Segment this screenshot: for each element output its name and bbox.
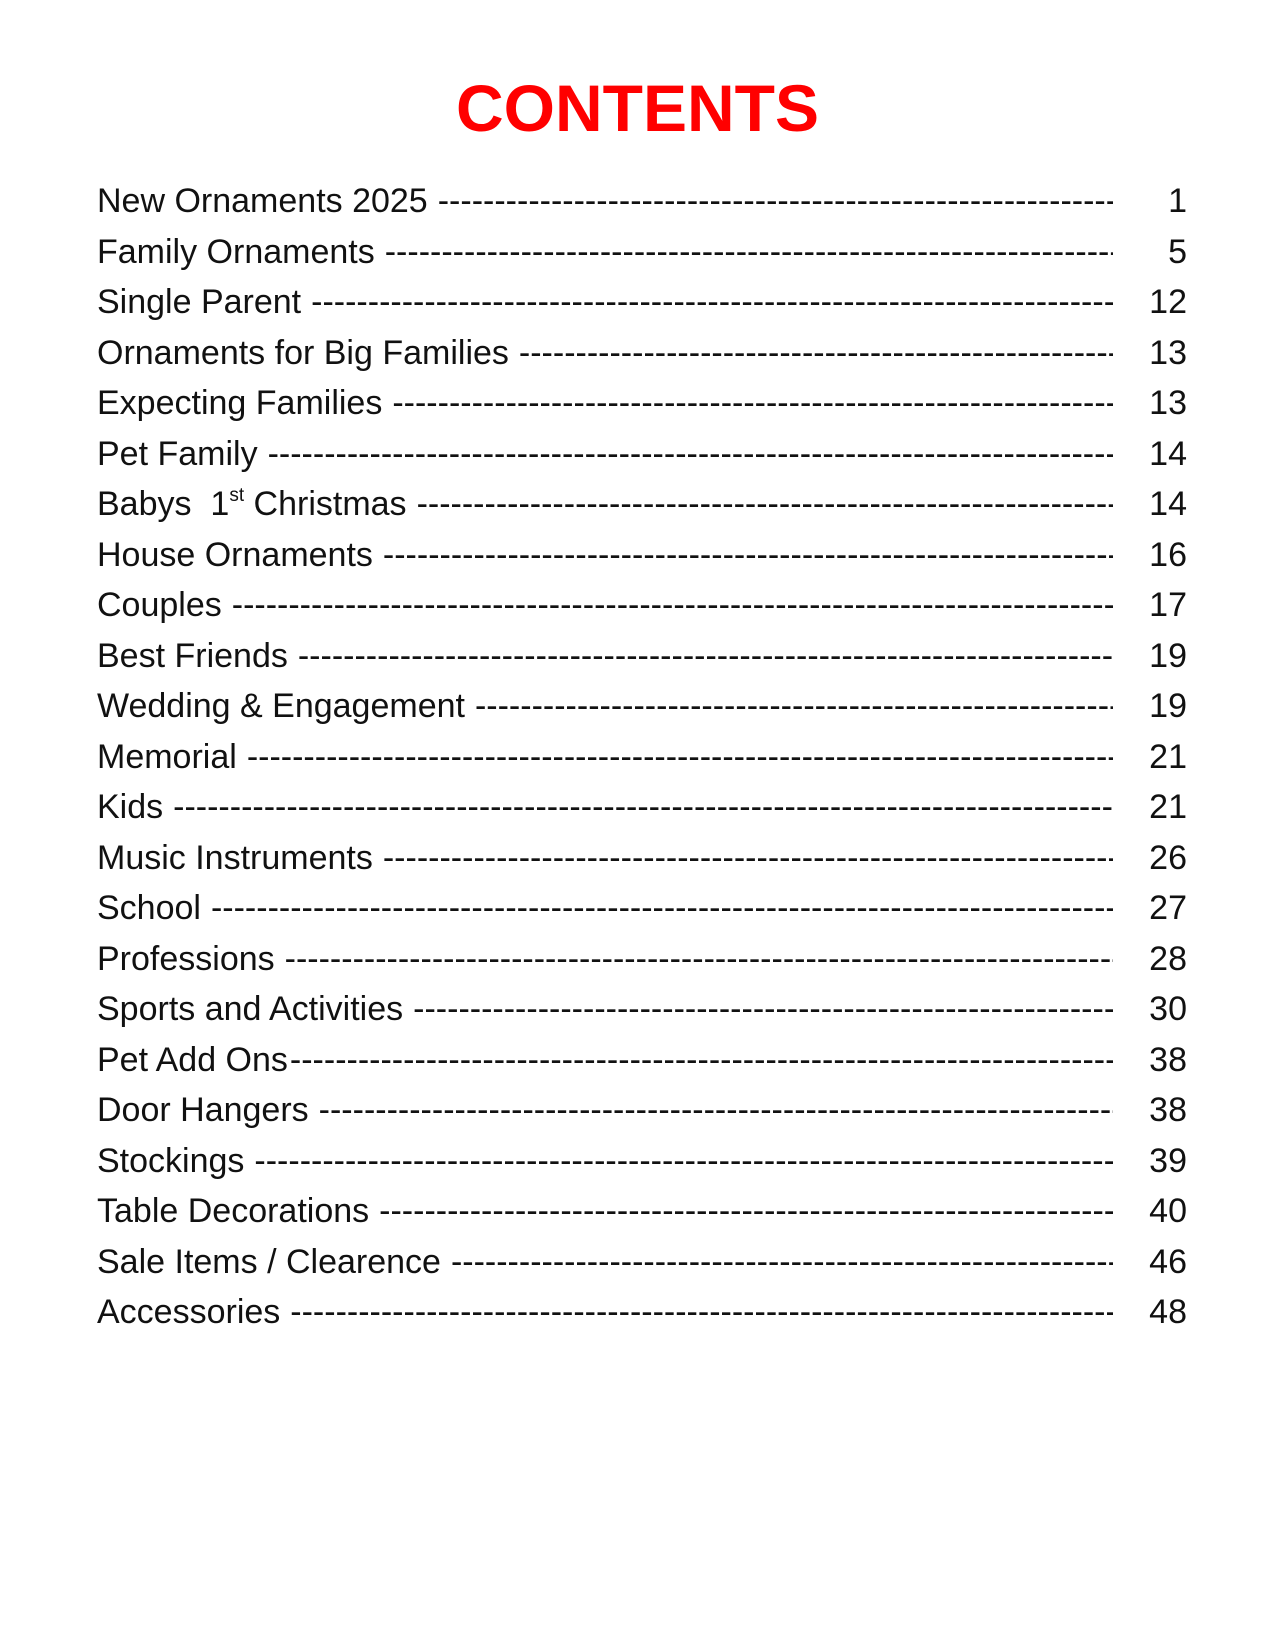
toc-entry-page: 21 bbox=[1149, 788, 1187, 826]
toc-entry bbox=[97, 984, 1187, 1035]
toc-leader bbox=[285, 934, 1113, 984]
toc-entry-label: Single Parent bbox=[97, 283, 302, 321]
toc-entry-page: 16 bbox=[1149, 535, 1187, 574]
toc-entry-page: 46 bbox=[1149, 1242, 1187, 1281]
toc-entry bbox=[97, 1287, 1187, 1338]
toc-entry-label: Sports and Activities bbox=[97, 990, 404, 1028]
toc-entry-label: Best Friends bbox=[97, 636, 288, 675]
toc-entry bbox=[97, 833, 1187, 884]
toc-entry bbox=[97, 227, 1187, 278]
toc-entry-page: 19 bbox=[1149, 636, 1187, 675]
toc-entry bbox=[97, 681, 1187, 732]
toc-leader bbox=[451, 1237, 1113, 1287]
toc-leader bbox=[268, 429, 1113, 479]
toc-entry bbox=[97, 883, 1187, 934]
toc-leader bbox=[519, 328, 1113, 378]
toc-entry-page: 38 bbox=[1149, 1040, 1187, 1079]
toc-entry bbox=[97, 176, 1187, 227]
toc-entry-label: Memorial bbox=[97, 737, 237, 776]
toc-entry-label: Kids bbox=[97, 788, 164, 826]
toc-entry-label bbox=[97, 479, 407, 529]
toc-entry bbox=[97, 732, 1187, 783]
toc-entry bbox=[97, 1085, 1187, 1136]
toc-entry-page: 27 bbox=[1149, 889, 1187, 927]
toc-leader bbox=[290, 1035, 1113, 1085]
table-of-contents bbox=[97, 176, 1187, 1338]
toc-leader bbox=[417, 479, 1113, 529]
toc-entry-page: 39 bbox=[1149, 1141, 1187, 1180]
toc-entry-label: Professions bbox=[97, 939, 275, 978]
toc-leader bbox=[232, 580, 1113, 630]
toc-leader bbox=[379, 1186, 1113, 1236]
toc-leader bbox=[298, 631, 1113, 681]
toc-leader bbox=[254, 1136, 1113, 1186]
toc-entry-label: Music Instruments bbox=[97, 838, 373, 877]
toc-entry-page: 30 bbox=[1149, 990, 1187, 1028]
toc-leader bbox=[319, 1085, 1113, 1135]
toc-entry-label: House Ornaments bbox=[97, 535, 373, 574]
toc-entry-label: Stockings bbox=[97, 1141, 245, 1180]
toc-entry-label: Accessories bbox=[97, 1293, 281, 1331]
toc-leader bbox=[438, 176, 1113, 226]
toc-entry-page: 28 bbox=[1149, 939, 1187, 978]
toc-entry-page: 38 bbox=[1149, 1091, 1187, 1129]
toc-entry-page: 17 bbox=[1149, 586, 1187, 624]
toc-entry bbox=[97, 429, 1187, 480]
toc-leader bbox=[247, 732, 1113, 782]
toc-entry bbox=[97, 934, 1187, 985]
toc-leader bbox=[392, 378, 1113, 428]
toc-leader bbox=[311, 277, 1113, 327]
toc-entry-page: 26 bbox=[1149, 838, 1187, 877]
toc-entry-page: 13 bbox=[1149, 333, 1187, 372]
toc-entry-label: Door Hangers bbox=[97, 1091, 309, 1129]
toc-entry-page: 1 bbox=[1168, 182, 1187, 220]
toc-entry-label: Couples bbox=[97, 586, 222, 624]
toc-entry bbox=[97, 1136, 1187, 1187]
toc-entry-page: 12 bbox=[1149, 283, 1187, 321]
toc-entry-page: 13 bbox=[1149, 384, 1187, 422]
toc-leader bbox=[173, 782, 1113, 832]
toc-leader bbox=[290, 1287, 1113, 1337]
toc-entry-label: Wedding & Engagement bbox=[97, 687, 465, 725]
toc-entry-label: Family Ornaments bbox=[97, 232, 375, 271]
toc-entry-page: 40 bbox=[1149, 1192, 1187, 1230]
toc-entry-label: School bbox=[97, 889, 201, 927]
toc-entry bbox=[97, 1237, 1187, 1288]
toc-leader bbox=[475, 681, 1113, 731]
toc-entry-label: New Ornaments 2025 bbox=[97, 182, 428, 220]
toc-entry-page: 14 bbox=[1149, 434, 1187, 473]
toc-entry-label: Sale Items / Clearence bbox=[97, 1242, 441, 1281]
toc-entry-label-prefix: Babys 1 bbox=[97, 485, 230, 523]
toc-entry bbox=[97, 1035, 1187, 1086]
toc-entry bbox=[97, 580, 1187, 631]
toc-entry bbox=[97, 530, 1187, 581]
toc-entry-label: Expecting Families bbox=[97, 384, 383, 422]
toc-entry-label: Ornaments for Big Families bbox=[97, 333, 509, 372]
toc-entry-label: Pet Family bbox=[97, 434, 258, 473]
toc-entry-page: 14 bbox=[1149, 485, 1187, 523]
toc-entry-page: 19 bbox=[1149, 687, 1187, 725]
toc-entry-label-sup: st bbox=[229, 484, 245, 506]
toc-entry-page: 5 bbox=[1168, 232, 1187, 271]
toc-entry bbox=[97, 378, 1187, 429]
page-title: CONTENTS bbox=[456, 71, 819, 145]
toc-leader bbox=[383, 530, 1113, 580]
toc-entry bbox=[97, 1186, 1187, 1237]
toc-entry-page: 48 bbox=[1149, 1293, 1187, 1331]
toc-entry-page: 21 bbox=[1149, 737, 1187, 776]
toc-entry-label: Pet Add Ons bbox=[97, 1040, 288, 1079]
toc-entry bbox=[97, 277, 1187, 328]
toc-leader bbox=[413, 984, 1113, 1034]
toc-entry-label-suffix: Christmas bbox=[244, 485, 407, 523]
toc-entry bbox=[97, 782, 1187, 833]
toc-leader bbox=[211, 883, 1113, 933]
toc-entry bbox=[97, 631, 1187, 682]
toc-entry bbox=[97, 479, 1187, 530]
toc-leader bbox=[385, 227, 1113, 277]
toc-leader bbox=[383, 833, 1113, 883]
toc-entry-label: Table Decorations bbox=[97, 1192, 370, 1230]
toc-entry bbox=[97, 328, 1187, 379]
